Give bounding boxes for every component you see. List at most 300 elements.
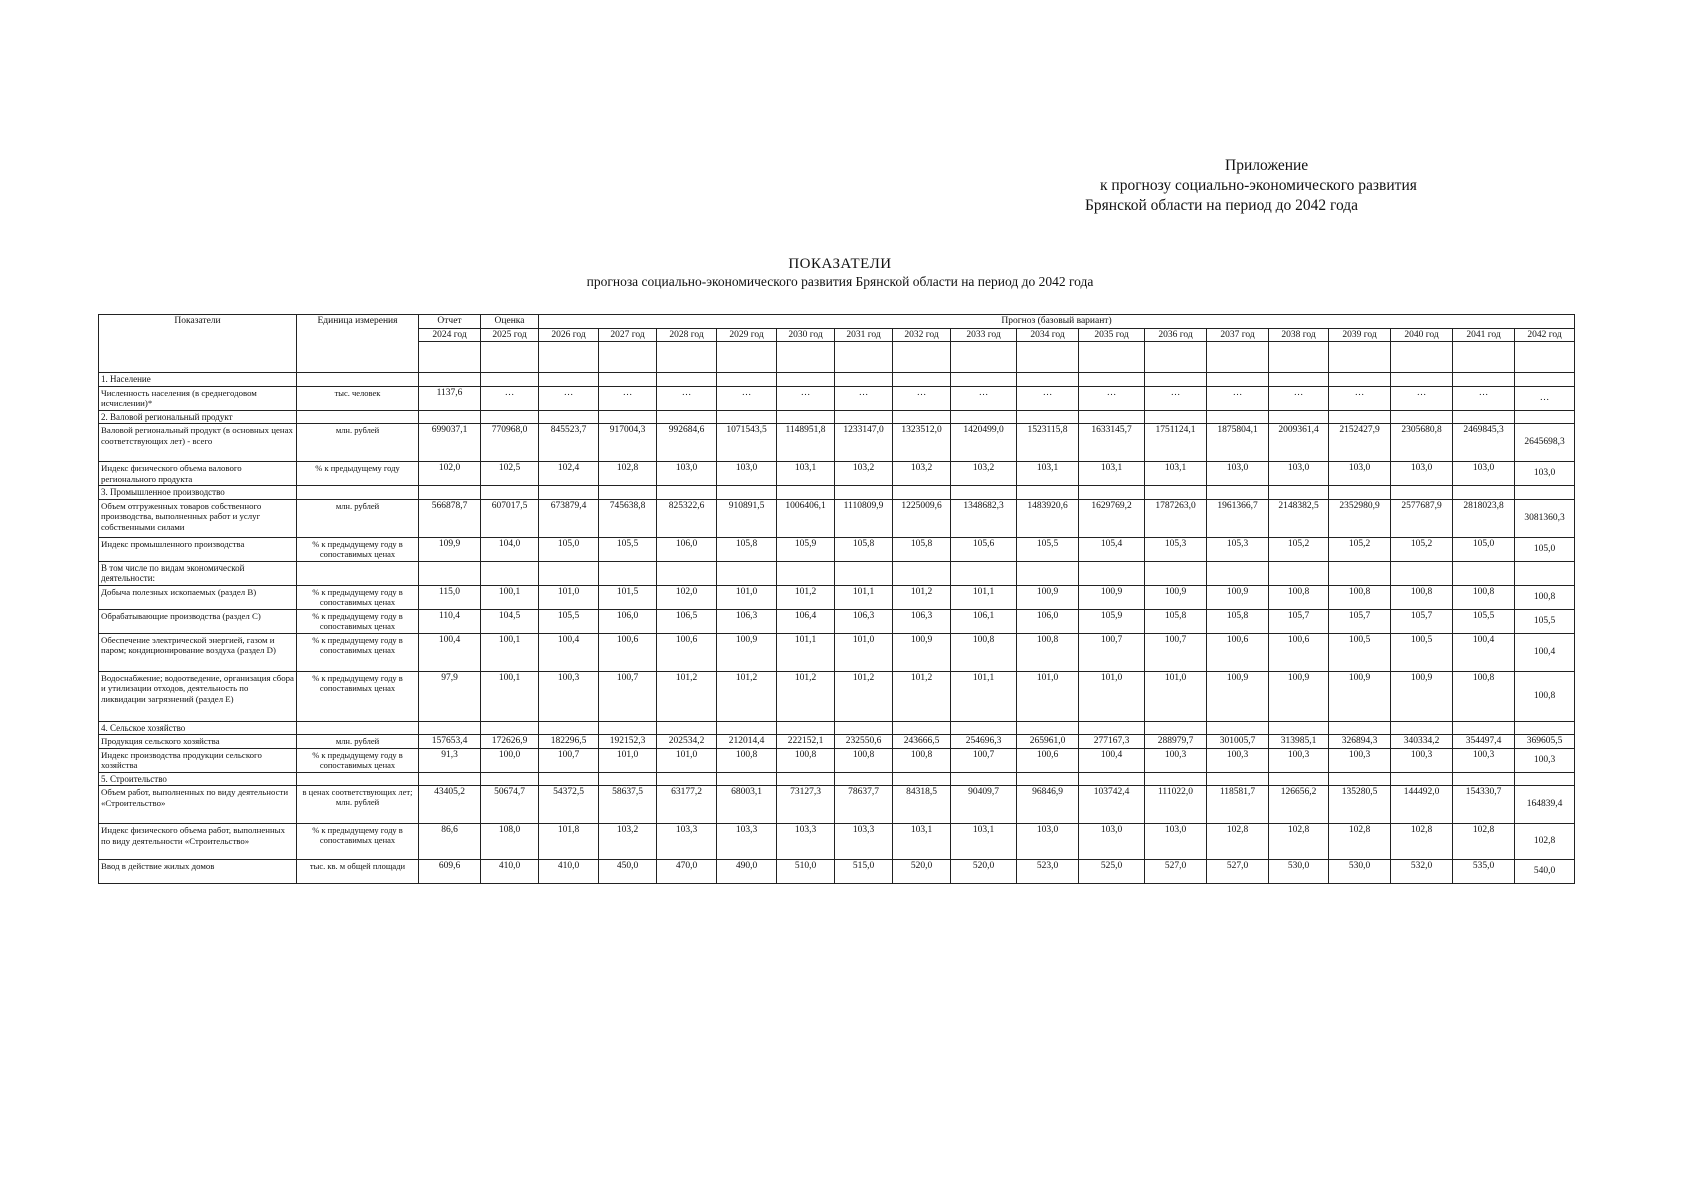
empty-cell: [835, 772, 893, 786]
table-row: [99, 609, 1575, 633]
value-cell: 103,2: [951, 462, 1017, 486]
value-cell: 101,1: [951, 585, 1017, 609]
value-cell: 102,8: [1329, 824, 1391, 860]
value-cell: 1420499,0: [951, 424, 1017, 462]
value-cell: 106,5: [657, 609, 717, 633]
value-cell: 100,8: [1453, 585, 1515, 609]
value-cell: 100,3: [1269, 748, 1329, 772]
empty-cell: [481, 561, 539, 585]
value-cell: 313985,1: [1269, 735, 1329, 749]
value-cell: 100,6: [657, 633, 717, 671]
value-cell: 1006406,1: [777, 499, 835, 537]
value-cell: 222152,1: [777, 735, 835, 749]
value-cell: 101,0: [539, 585, 599, 609]
value-cell: 103,0: [1391, 462, 1453, 486]
value-cell: 100,3: [1391, 748, 1453, 772]
empty-cell: [1453, 772, 1515, 786]
value-cell: 105,5: [1017, 537, 1079, 561]
value-cell: 100,8: [717, 748, 777, 772]
value-cell: 101,5: [599, 585, 657, 609]
value-cell: 105,2: [1329, 537, 1391, 561]
value-cell: 2148382,5: [1269, 499, 1329, 537]
value-cell: 100,9: [1329, 671, 1391, 721]
value-cell: 105,7: [1391, 609, 1453, 633]
header-estimate: Оценка: [481, 315, 539, 329]
empty-cell: [893, 410, 951, 424]
empty-cell: [1207, 373, 1269, 387]
value-cell: 102,8: [1391, 824, 1453, 860]
value-cell: 101,2: [777, 671, 835, 721]
value-cell: 105,5: [539, 609, 599, 633]
value-cell: 1787263,0: [1145, 499, 1207, 537]
value-cell: 100,6: [1207, 633, 1269, 671]
value-cell: 100,4: [1079, 748, 1145, 772]
empty-cell: [951, 486, 1017, 500]
empty-cell: [777, 373, 835, 387]
empty-cell: [539, 410, 599, 424]
value-cell: 106,3: [835, 609, 893, 633]
year-header-cell: 2042 год: [1515, 328, 1575, 342]
value-cell: 105,8: [835, 537, 893, 561]
appendix-line-3: Брянской области на период до 2042 года: [1085, 197, 1359, 214]
year-header-cell: 2024 год: [419, 328, 481, 342]
value-cell: 101,2: [835, 671, 893, 721]
value-cell: 126656,2: [1269, 786, 1329, 824]
year-header-cell: 2032 год: [893, 328, 951, 342]
table-row: [99, 537, 1575, 561]
value-cell: 910891,5: [717, 499, 777, 537]
value-cell: 100,4: [1515, 633, 1575, 671]
empty-cell: [1391, 373, 1453, 387]
empty-cell: [893, 373, 951, 387]
unit-cell: % к предыдущему году в сопоставимых ценах: [297, 824, 419, 860]
section-label: 2. Валовой региональный продукт: [99, 410, 297, 424]
value-cell: 103,1: [1079, 462, 1145, 486]
indicators-table: [98, 314, 1575, 884]
year-header-cell: 2028 год: [657, 328, 717, 342]
value-cell: 102,8: [1207, 824, 1269, 860]
value-cell: 100,1: [481, 633, 539, 671]
indicator-label: Продукция сельского хозяйства: [99, 735, 297, 749]
value-cell: 100,9: [1145, 585, 1207, 609]
empty-cell: [1453, 486, 1515, 500]
empty-cell: [1391, 561, 1453, 585]
value-cell: 354497,4: [1453, 735, 1515, 749]
empty-cell: [1329, 772, 1391, 786]
empty-cell: [539, 486, 599, 500]
empty-cell: [1145, 772, 1207, 786]
indicator-label: Индекс промышленного производства: [99, 537, 297, 561]
value-cell: 100,3: [1329, 748, 1391, 772]
value-cell: 100,8: [1391, 585, 1453, 609]
value-cell: 103,0: [1453, 462, 1515, 486]
empty-cell: [657, 561, 717, 585]
empty-cell: [1017, 410, 1079, 424]
empty-cell: [539, 772, 599, 786]
indicator-label: Численность населения (в среднегодовом исчислении)*: [99, 386, 297, 410]
year-header-cell: 2026 год: [539, 328, 599, 342]
empty-cell: [657, 721, 717, 735]
value-cell: 105,2: [1391, 537, 1453, 561]
empty-cell: [1207, 486, 1269, 500]
empty-cell: [419, 373, 481, 387]
value-cell: 115,0: [419, 585, 481, 609]
indicator-label: Валовой региональный продукт (в основных ценах соответствующих лет) - всего: [99, 424, 297, 462]
value-cell: 490,0: [717, 860, 777, 884]
empty-cell: [1391, 410, 1453, 424]
value-cell: 105,6: [951, 537, 1017, 561]
value-cell: 100,9: [1207, 671, 1269, 721]
value-cell: …: [717, 386, 777, 410]
value-cell: 106,1: [951, 609, 1017, 633]
value-cell: 2305680,8: [1391, 424, 1453, 462]
value-cell: 100,3: [1145, 748, 1207, 772]
value-cell: 369605,5: [1515, 735, 1575, 749]
value-cell: 2577687,9: [1391, 499, 1453, 537]
empty-cell: [1515, 772, 1575, 786]
value-cell: …: [893, 386, 951, 410]
value-cell: 1348682,3: [951, 499, 1017, 537]
empty-cell: [835, 561, 893, 585]
value-cell: 992684,6: [657, 424, 717, 462]
value-cell: 68003,1: [717, 786, 777, 824]
empty-cell: [1269, 772, 1329, 786]
value-cell: 102,8: [1453, 824, 1515, 860]
empty-cell: [777, 772, 835, 786]
empty-cell: [835, 721, 893, 735]
value-cell: 1148951,8: [777, 424, 835, 462]
value-cell: 301005,7: [1207, 735, 1269, 749]
value-cell: 527,0: [1145, 860, 1207, 884]
empty-cell: [1391, 721, 1453, 735]
value-cell: 100,8: [893, 748, 951, 772]
value-cell: 86,6: [419, 824, 481, 860]
value-cell: 101,0: [1017, 671, 1079, 721]
empty-cell: [539, 561, 599, 585]
table-row: [99, 499, 1575, 537]
value-cell: 102,0: [419, 462, 481, 486]
indicator-label: Обрабатывающие производства (раздел С): [99, 609, 297, 633]
empty-cell: [1453, 410, 1515, 424]
value-cell: 101,2: [893, 585, 951, 609]
value-cell: 102,0: [657, 585, 717, 609]
empty-cell: [297, 561, 419, 585]
unit-cell: % к предыдущему году в сопоставимых ценах: [297, 748, 419, 772]
value-cell: 525,0: [1079, 860, 1145, 884]
empty-cell: [835, 410, 893, 424]
header-unit: Единица измерения: [297, 315, 419, 373]
value-cell: 2818023,8: [1453, 499, 1515, 537]
value-cell: 2645698,3: [1515, 424, 1575, 462]
unit-cell: % к предыдущему году в сопоставимых ценах: [297, 585, 419, 609]
indicator-label: Объем отгруженных товаров собственного производства, выполненных работ и услуг собственными силами: [99, 499, 297, 537]
value-cell: 73127,3: [777, 786, 835, 824]
table-row: [99, 735, 1575, 749]
value-cell: 101,0: [657, 748, 717, 772]
value-cell: 105,4: [1079, 537, 1145, 561]
empty-cell: [599, 373, 657, 387]
empty-cell: [481, 486, 539, 500]
value-cell: 102,4: [539, 462, 599, 486]
empty-cell: [1269, 561, 1329, 585]
value-cell: 101,2: [717, 671, 777, 721]
value-cell: 105,0: [1453, 537, 1515, 561]
unit-cell: % к предыдущему году в сопоставимых ценах: [297, 609, 419, 633]
value-cell: 105,9: [777, 537, 835, 561]
year-header-cell: 2027 год: [599, 328, 657, 342]
value-cell: 192152,3: [599, 735, 657, 749]
section-row: [99, 410, 1575, 424]
value-cell: 1137,6: [419, 386, 481, 410]
value-cell: 106,0: [1017, 609, 1079, 633]
value-cell: …: [1207, 386, 1269, 410]
year-header-cell: 2038 год: [1269, 328, 1329, 342]
unit-cell: % к предыдущему году: [297, 462, 419, 486]
value-cell: 535,0: [1453, 860, 1515, 884]
value-cell: …: [835, 386, 893, 410]
empty-cell: [717, 721, 777, 735]
header-report: Отчет: [419, 315, 481, 329]
value-cell: 340334,2: [1391, 735, 1453, 749]
empty-cell: [297, 486, 419, 500]
year-header-cell: 2036 год: [1145, 328, 1207, 342]
table-row: [99, 824, 1575, 860]
value-cell: 104,5: [481, 609, 539, 633]
value-cell: 108,0: [481, 824, 539, 860]
value-cell: 103,2: [835, 462, 893, 486]
year-header-cell: 2039 год: [1329, 328, 1391, 342]
value-cell: 103,3: [717, 824, 777, 860]
value-cell: 103742,4: [1079, 786, 1145, 824]
value-cell: …: [1453, 386, 1515, 410]
value-cell: 101,0: [717, 585, 777, 609]
value-cell: 917004,3: [599, 424, 657, 462]
table-row: [99, 462, 1575, 486]
value-cell: 277167,3: [1079, 735, 1145, 749]
value-cell: 100,3: [1515, 748, 1575, 772]
value-cell: 101,8: [539, 824, 599, 860]
value-cell: 63177,2: [657, 786, 717, 824]
value-cell: …: [599, 386, 657, 410]
unit-cell: млн. рублей: [297, 735, 419, 749]
value-cell: 101,1: [951, 671, 1017, 721]
value-cell: 91,3: [419, 748, 481, 772]
value-cell: 1233147,0: [835, 424, 893, 462]
section-label: 5. Строительство: [99, 772, 297, 786]
value-cell: 530,0: [1269, 860, 1329, 884]
value-cell: 100,5: [1391, 633, 1453, 671]
section-label: 1. Население: [99, 373, 297, 387]
table-row: [99, 424, 1575, 462]
value-cell: 103,0: [717, 462, 777, 486]
empty-cell: [951, 772, 1017, 786]
empty-cell: [657, 410, 717, 424]
empty-cell: [1515, 373, 1575, 387]
value-cell: 103,0: [1207, 462, 1269, 486]
value-cell: 103,0: [1269, 462, 1329, 486]
value-cell: 101,1: [835, 585, 893, 609]
empty-cell: [1453, 721, 1515, 735]
value-cell: 105,3: [1207, 537, 1269, 561]
value-cell: 106,3: [717, 609, 777, 633]
year-header-cell: 2035 год: [1079, 328, 1145, 342]
unit-cell: % к предыдущему году в сопоставимых ценах: [297, 537, 419, 561]
empty-cell: [717, 410, 777, 424]
indicator-label: Объем работ, выполненных по виду деятельности «Строительство»: [99, 786, 297, 824]
value-cell: …: [1269, 386, 1329, 410]
value-cell: 232550,6: [835, 735, 893, 749]
value-cell: 100,4: [1453, 633, 1515, 671]
value-cell: 2469845,3: [1453, 424, 1515, 462]
value-cell: 100,8: [1329, 585, 1391, 609]
value-cell: 470,0: [657, 860, 717, 884]
value-cell: 97,9: [419, 671, 481, 721]
empty-cell: [419, 772, 481, 786]
empty-cell: [1207, 410, 1269, 424]
value-cell: 105,8: [1207, 609, 1269, 633]
value-cell: 78637,7: [835, 786, 893, 824]
value-cell: 105,8: [717, 537, 777, 561]
indicator-label: Индекс физического объема валового регионального продукта: [99, 462, 297, 486]
value-cell: …: [777, 386, 835, 410]
value-cell: 1751124,1: [1145, 424, 1207, 462]
value-cell: …: [539, 386, 599, 410]
value-cell: 1629769,2: [1079, 499, 1145, 537]
value-cell: 102,8: [599, 462, 657, 486]
empty-cell: [1079, 721, 1145, 735]
value-cell: 105,5: [1453, 609, 1515, 633]
empty-cell: [893, 772, 951, 786]
empty-cell: [481, 373, 539, 387]
empty-cell: [481, 410, 539, 424]
value-cell: 100,6: [1017, 748, 1079, 772]
year-header-cell: 2033 год: [951, 328, 1017, 342]
value-cell: 157653,4: [419, 735, 481, 749]
value-cell: 100,8: [835, 748, 893, 772]
value-cell: 103,1: [1145, 462, 1207, 486]
unit-cell: тыс. кв. м общей площади: [297, 860, 419, 884]
empty-cell: [1079, 410, 1145, 424]
value-cell: 164839,4: [1515, 786, 1575, 824]
value-cell: 1323512,0: [893, 424, 951, 462]
value-cell: 103,1: [1017, 462, 1079, 486]
section-row: [99, 561, 1575, 585]
value-cell: 43405,2: [419, 786, 481, 824]
appendix-line-2: к прогнозу социально-экономического развития: [1100, 177, 1417, 194]
value-cell: 1961366,7: [1207, 499, 1269, 537]
value-cell: 103,1: [951, 824, 1017, 860]
value-cell: 101,1: [777, 633, 835, 671]
value-cell: 101,2: [657, 671, 717, 721]
year-header-cell: 2041 год: [1453, 328, 1515, 342]
year-header-cell: 2029 год: [717, 328, 777, 342]
empty-cell: [481, 721, 539, 735]
value-cell: 607017,5: [481, 499, 539, 537]
year-header-cell: 2030 год: [777, 328, 835, 342]
table-body: [99, 373, 1575, 884]
value-cell: 105,9: [1079, 609, 1145, 633]
section-row: [99, 721, 1575, 735]
value-cell: 50674,7: [481, 786, 539, 824]
value-cell: 100,8: [1017, 633, 1079, 671]
empty-cell: [893, 561, 951, 585]
table-row: [99, 671, 1575, 721]
empty-cell: [1453, 373, 1515, 387]
value-cell: 105,3: [1145, 537, 1207, 561]
year-header-cell: 2031 год: [835, 328, 893, 342]
appendix-caption: [1080, 156, 1480, 216]
section-label: В том числе по видам экономической деятельности:: [99, 561, 297, 585]
value-cell: 254696,3: [951, 735, 1017, 749]
value-cell: 101,0: [599, 748, 657, 772]
value-cell: 520,0: [951, 860, 1017, 884]
empty-cell: [951, 373, 1017, 387]
value-cell: 100,8: [1515, 585, 1575, 609]
value-cell: 100,4: [419, 633, 481, 671]
table-row: [99, 585, 1575, 609]
value-cell: 103,3: [657, 824, 717, 860]
value-cell: 101,0: [1079, 671, 1145, 721]
value-cell: 100,3: [539, 671, 599, 721]
value-cell: 90409,7: [951, 786, 1017, 824]
value-cell: 135280,5: [1329, 786, 1391, 824]
empty-cell: [1269, 373, 1329, 387]
value-cell: …: [1391, 386, 1453, 410]
empty-cell: [1207, 721, 1269, 735]
year-header-cell: 2034 год: [1017, 328, 1079, 342]
value-cell: 103,0: [657, 462, 717, 486]
empty-cell: [1017, 561, 1079, 585]
value-cell: 54372,5: [539, 786, 599, 824]
value-cell: …: [1017, 386, 1079, 410]
value-cell: 105,8: [1145, 609, 1207, 633]
header-forecast: Прогноз (базовый вариант): [539, 315, 1575, 329]
value-cell: 2152427,9: [1329, 424, 1391, 462]
empty-cell: [599, 561, 657, 585]
indicator-label: Индекс физического объема работ, выполненных по виду деятельности «Строительство»: [99, 824, 297, 860]
value-cell: …: [1145, 386, 1207, 410]
value-cell: 172626,9: [481, 735, 539, 749]
title-main: ПОКАЗАТЕЛИ: [788, 256, 892, 272]
empty-cell: [1329, 373, 1391, 387]
value-cell: 106,0: [599, 609, 657, 633]
unit-cell: % к предыдущему году в сопоставимых ценах: [297, 633, 419, 671]
empty-cell: [777, 410, 835, 424]
value-cell: 326894,3: [1329, 735, 1391, 749]
value-cell: 100,9: [717, 633, 777, 671]
appendix-line-1: Приложение: [1225, 157, 1309, 174]
value-cell: 1110809,9: [835, 499, 893, 537]
value-cell: 105,0: [1515, 537, 1575, 561]
empty-cell: [1017, 373, 1079, 387]
value-cell: 212014,4: [717, 735, 777, 749]
value-cell: …: [1329, 386, 1391, 410]
value-cell: 101,2: [893, 671, 951, 721]
value-cell: 410,0: [539, 860, 599, 884]
header-indicator: Показатели: [99, 315, 297, 373]
empty-cell: [1515, 721, 1575, 735]
unit-cell: % к предыдущему году в сопоставимых ценах: [297, 671, 419, 721]
value-cell: 182296,5: [539, 735, 599, 749]
value-cell: 84318,5: [893, 786, 951, 824]
value-cell: 103,0: [1145, 824, 1207, 860]
value-cell: 154330,7: [1453, 786, 1515, 824]
value-cell: 527,0: [1207, 860, 1269, 884]
empty-cell: [717, 772, 777, 786]
empty-cell: [1515, 561, 1575, 585]
empty-cell: [1391, 486, 1453, 500]
value-cell: 100,8: [1515, 671, 1575, 721]
